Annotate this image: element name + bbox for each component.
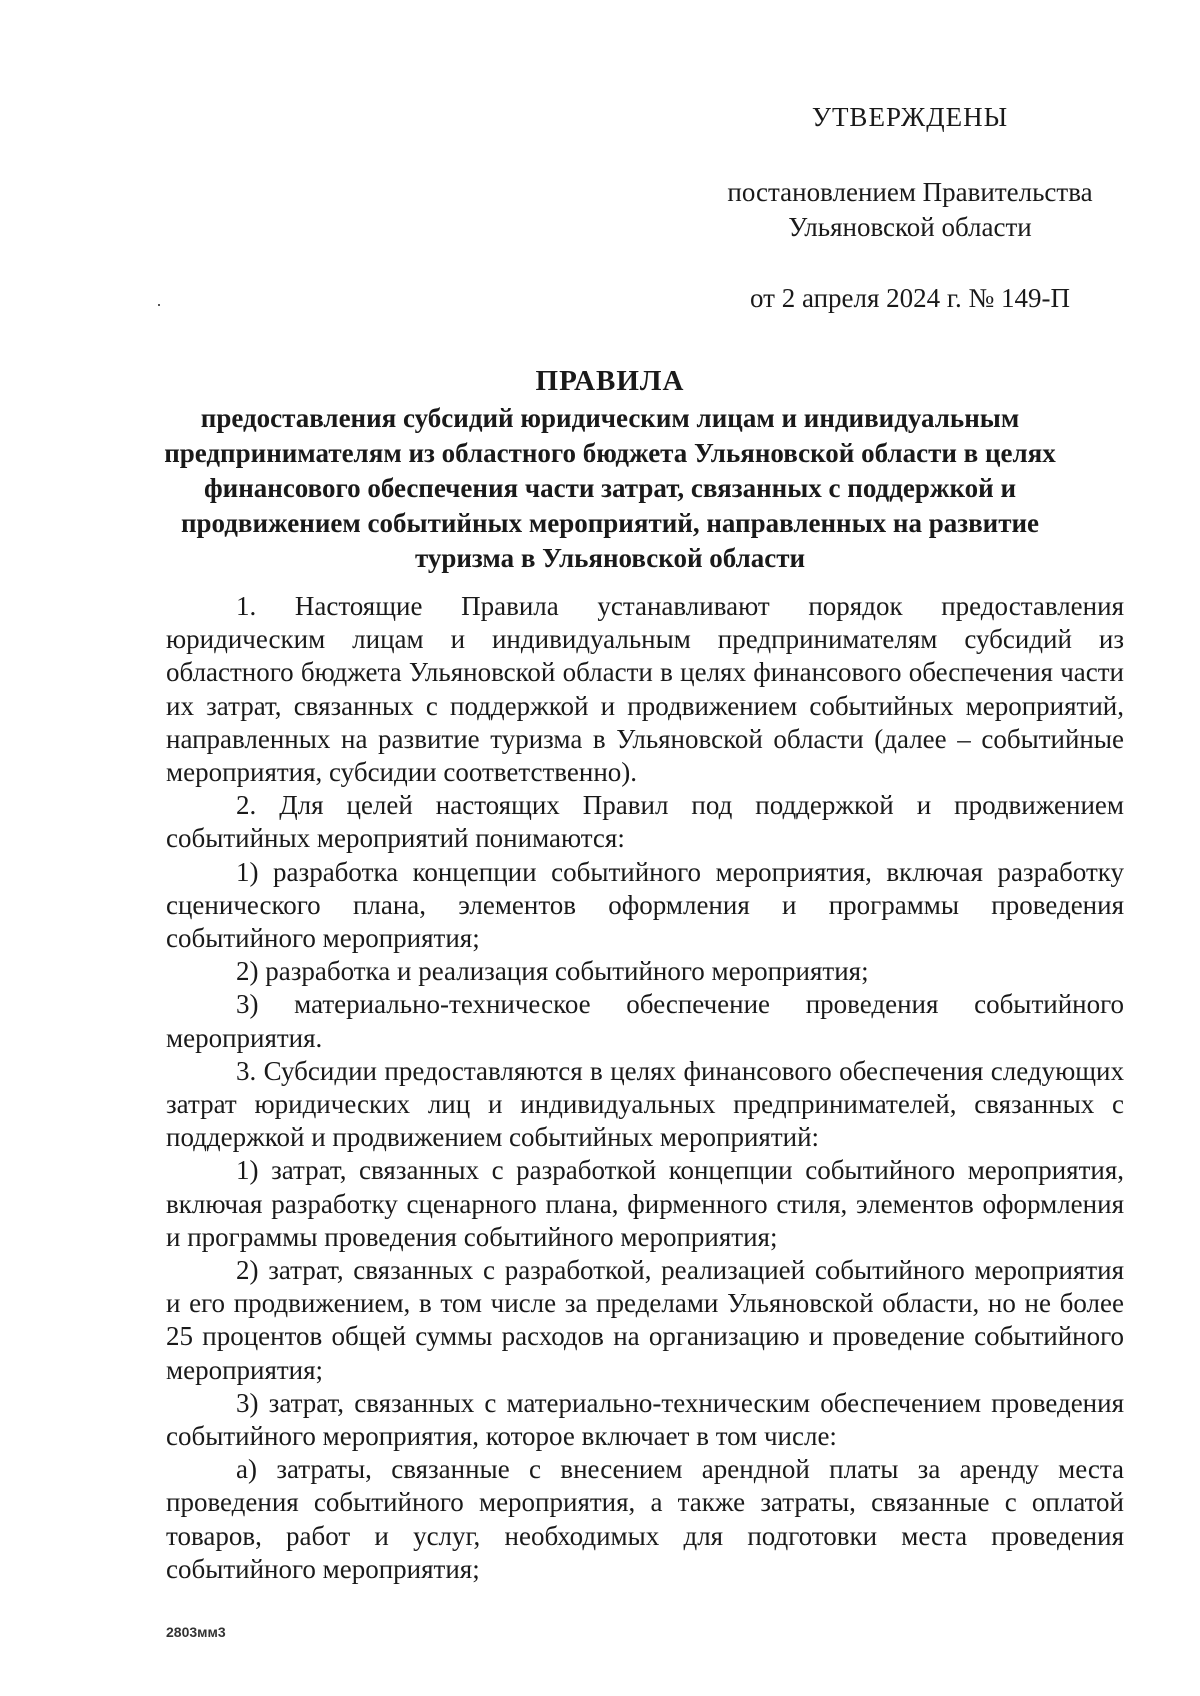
document-body	[166, 590, 1124, 1586]
paragraph-2-item-3: 3) материально-техническое обеспечение проведения событийного мероприятия.	[166, 989, 1124, 1053]
paragraph-3-item-3: 3) затрат, связанных с материально-техническим обеспечением проведения событийного мероприятия, которое включает в том числе:	[166, 1387, 1124, 1452]
paragraph-3-item-3-a: а) затраты, связанные с внесением арендной платы за аренду места проведения событийного мероприятия, а также затраты, связанные с оплатой товаров, работ и услуг, необходимых для подготовки места проведения событийного мероприятия;	[166, 1454, 1124, 1584]
document-title-block	[140, 364, 1080, 576]
paragraph-3-item-1: 1) затрат, связанных с разработкой концепции событийного мероприятия, включая разработку сценарного плана, фирменного стиля, элементов оформления и программы проведения событийного мероприятия;	[166, 1155, 1124, 1252]
footer-code: 2803мм3	[166, 1624, 226, 1640]
document-subtitle: предоставления субсидий юридическим лицам и индивидуальным предпринимателям из областного бюджета Ульяновской области в целях финансового обеспечения части затрат, связанных с поддержкой и продвижением событийных мероприятий, направленных на развитие туризма в Ульяновской области	[164, 403, 1056, 573]
paragraph-2-item-1: 1) разработка концепции событийного мероприятия, включая разработку сценического плана, элементов оформления и программы проведения событийного мероприятия;	[166, 856, 1124, 954]
approval-title: УТВЕРЖДЕНЫ	[811, 102, 1009, 132]
approval-line-2: Ульяновской области	[788, 212, 1032, 243]
paragraph-2: 2. Для целей настоящих Правил под поддержкой и продвижением событийных мероприятий понимаются:	[166, 790, 1124, 854]
approval-line-1: постановлением Правительства	[727, 177, 1093, 208]
approval-stamp-block	[700, 100, 1120, 343]
paragraph-3: 3. Субсидии предоставляются в целях финансового обеспечения следующих затрат юридических лиц и индивидуальных предпринимателей, связанных с поддержкой и продвижением событийных мероприятий:	[166, 1055, 1124, 1153]
document-title: ПРАВИЛА	[535, 365, 685, 397]
paragraph-3-item-2: 2) затрат, связанных с разработкой, реализацией событийного мероприятия и его продвижением, в том числе за пределами Ульяновской области, но не более 25 процентов общей суммы расходов на организацию и проведение событийного мероприятия;	[166, 1255, 1124, 1385]
paragraph-1: 1. Настоящие Правила устанавливают порядок предоставления юридическим лицам и индивидуальным предпринимателям субсидий из областного бюджета Ульяновской области в целях финансового обеспечения части их затрат, связанных с поддержкой и продвижением событийных мероприятий, направленных на развитие туризма в Ульяновской области (далее – событийные мероприятия, субсидии соответственно).	[166, 591, 1124, 788]
approval-date: от 2 апреля 2024 г. № 149-П	[750, 283, 1070, 314]
scan-speck	[158, 304, 160, 306]
paragraph-2-item-2: 2) разработка и реализация событийного мероприятия;	[236, 956, 869, 987]
